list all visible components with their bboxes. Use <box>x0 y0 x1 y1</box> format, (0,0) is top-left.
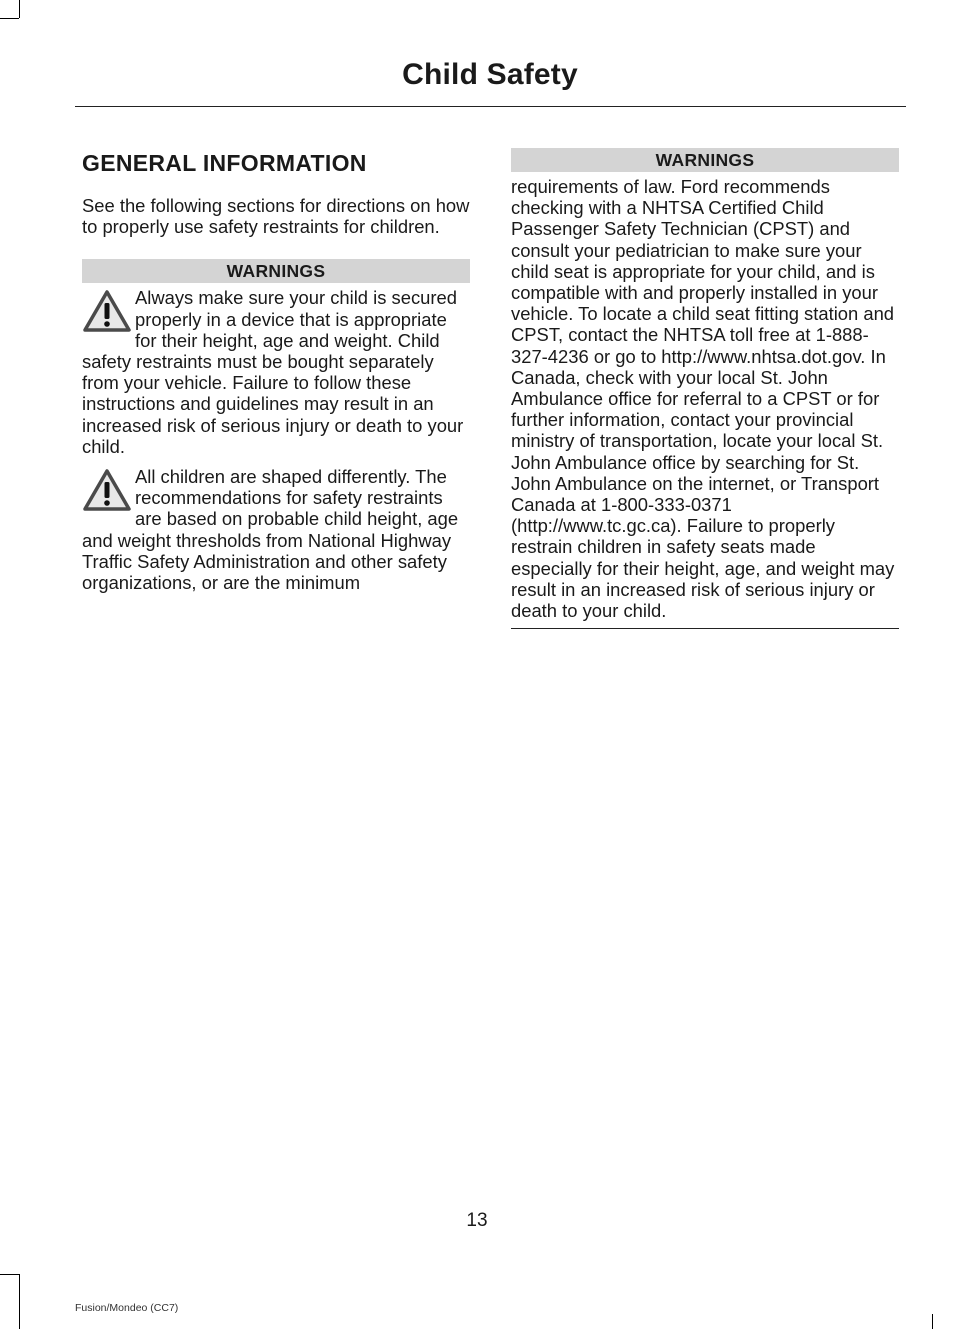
warning-triangle-icon <box>82 289 132 333</box>
crop-mark <box>932 1314 933 1329</box>
footer-model: Fusion/Mondeo (CC7) <box>75 1302 179 1314</box>
warning-item <box>82 466 470 593</box>
section-heading: GENERAL INFORMATION <box>82 150 367 176</box>
title-divider <box>75 106 906 107</box>
right-column <box>511 148 899 629</box>
page-number: 13 <box>466 1210 488 1231</box>
crop-mark <box>19 1274 20 1329</box>
warning-triangle-icon <box>82 468 132 512</box>
crop-mark <box>19 0 20 18</box>
page-title: Child Safety <box>402 58 578 91</box>
intro-paragraph: See the following sections for directions on how to properly use safety restraints for children. <box>82 195 470 238</box>
crop-mark <box>0 1274 19 1275</box>
warning-continued-text: requirements of law. Ford recommends checking with a NHTSA Certified Child Passenger Safety Technician (CPST) and consult your pediatrician to make sure your child seat is appropriate for your child, and is compatible with and properly installed in your vehicle. To locate a child seat fitting station and CPST, contact the NHTSA toll free at 1-888-327-4236 or go to http://www.nhtsa.dot.gov. In Canada, check with your local St. John Ambulance office for referral to a CPST or for further information, contact your provincial ministry of transportation, locate your local St. John Ambulance office by searching for St. John Ambulance on the internet, or Transport Canada at 1-800-333-0371 (http://www.tc.gc.ca). Failure to properly restrain children in safety seats made especially for their height, age, and weight may result in an increased risk of serious injury or death to your child. <box>511 176 895 622</box>
warning-item <box>82 287 470 457</box>
warnings-header: WARNINGS <box>511 148 899 172</box>
left-column <box>82 148 470 593</box>
warnings-header: WARNINGS <box>82 259 470 283</box>
warning-text: All children are shaped differently. The recommendations for safety restraints are based on probable child height, age and weight thresholds from National Highway Traffic Safety Administration and other safety organizations, or are the minimum <box>82 466 459 594</box>
warnings-end-divider <box>511 628 899 629</box>
crop-mark <box>0 18 19 19</box>
warning-text: Always make sure your child is secured properly in a device that is appropriate for their height, age and weight. Child safety restraints must be bought separately from your vehicle. Failure to follow these instructions and guidelines may result in an increased risk of serious injury or death to your child. <box>82 287 464 457</box>
